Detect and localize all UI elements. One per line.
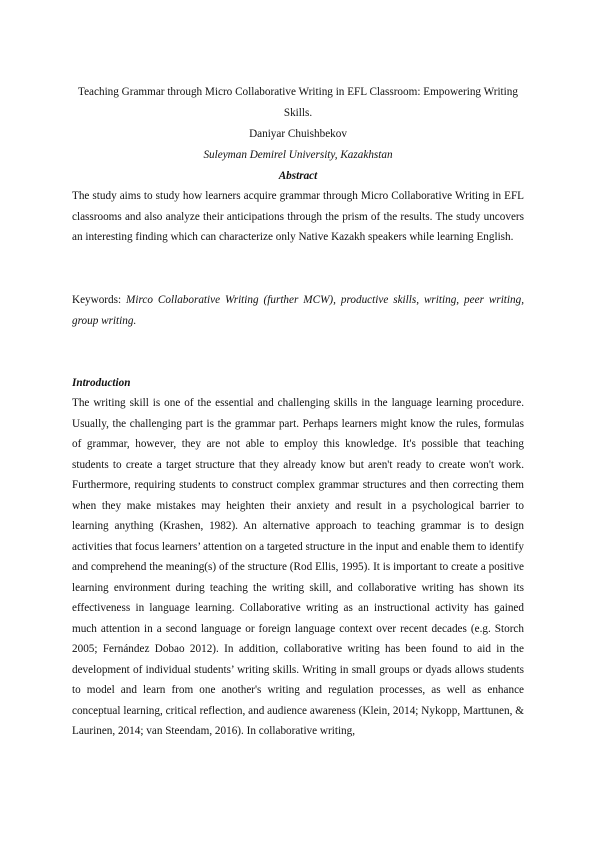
abstract-text: The study aims to study how learners acquire grammar through Micro Collaborative Writing in EFL classrooms and also analyze their anticipations through the prism of the results. The study uncovers an interesting finding which can characterize only Native Kazakh speakers while learning English. bbox=[72, 190, 524, 243]
abstract-heading: Abstract bbox=[278, 170, 318, 182]
author-name: Daniyar Chuishbekov bbox=[249, 128, 347, 140]
introduction-heading: Introduction bbox=[72, 377, 131, 389]
paper-title: Teaching Grammar through Micro Collaborative Writing in EFL Classroom: Empowering Writing Skills. bbox=[78, 86, 518, 119]
keywords-label: Keywords: bbox=[72, 294, 127, 306]
introduction-text: The writing skill is one of the essential and challenging skills in the language learning procedure. Usually, the challenging part is the grammar part. Perhaps learners might know the rules, formulas of grammar, however, they are not able to employ this knowledge. It's possible that teaching students to create a target structure that they already know but aren't ready to create won't work. Furthermore, requiring students to construct complex grammar structures and then correcting them when they make mistakes may heighten their anxiety and result in a psychological barrier to learning anything (Krashen, 1982). An alternative approach to teaching grammar is to design activities that focus learners’ attention on a targeted structure in the input and enable them to identify and comprehend the meaning(s) of the structure (Rod Ellis, 1995). It is important to create a positive learning environment during teaching the writing skill, and collaborative writing has shown its effectiveness in language learning. Collaborative writing as an instructional activity has gained much attention in a second language or foreign language context over recent decades (e.g. Storch 2005; Fernández Dobao 2012). In addition, collaborative writing has been found to aid in the development of individual students’ writing skills. Writing in small groups or dyads allows students to model and learn from one another's writing and regulation processes, as well as enhance conceptual learning, critical reflection, and audience awareness (Klein, 2014; Nykopp, Marttunen, & Laurinen, 2014; van Steendam, 2016). In collaborative writing, bbox=[72, 397, 524, 737]
author-affiliation: Suleyman Demirel University, Kazakhstan bbox=[203, 149, 393, 161]
keywords-values: Mirco Collaborative Writing (further MCW), productive skills, writing, peer writing, group writing. bbox=[72, 294, 524, 327]
keywords-line bbox=[72, 290, 524, 331]
